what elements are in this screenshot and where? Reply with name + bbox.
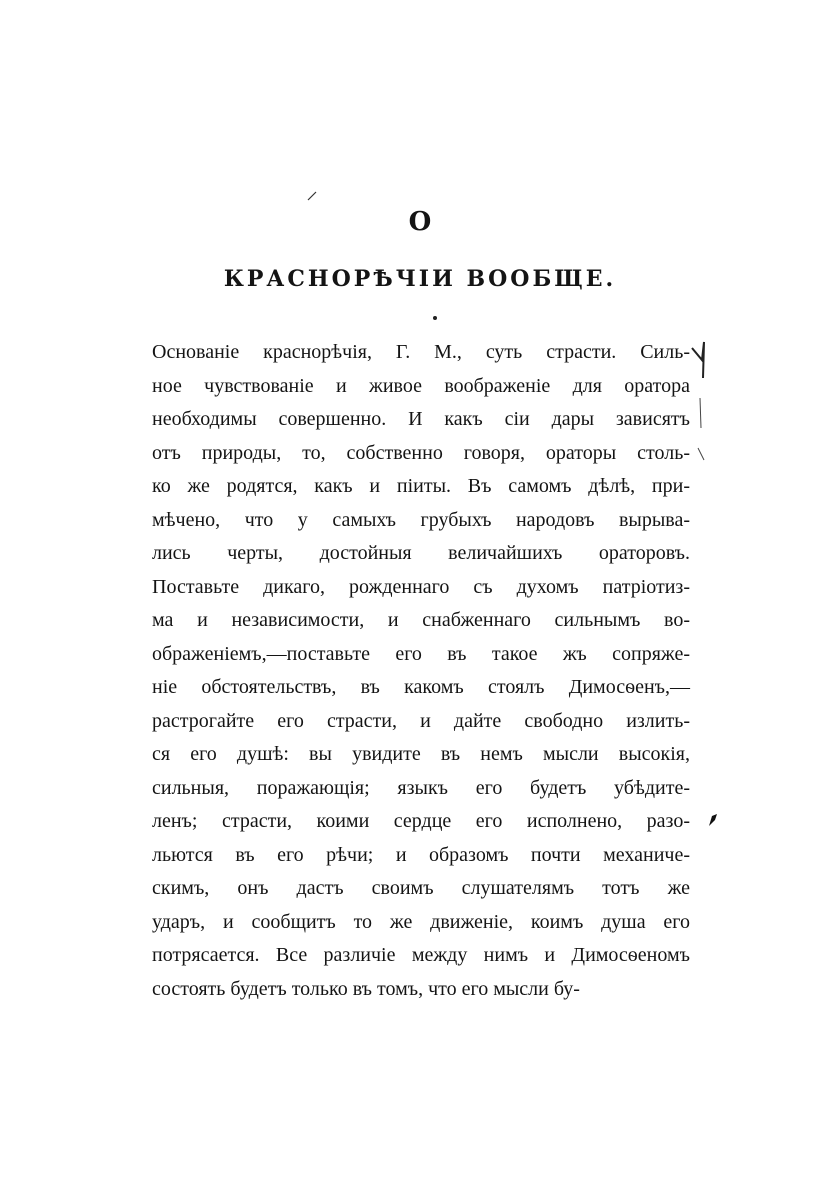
text-line: льются въ его рѣчи; и образомъ почти механиче-: [152, 843, 690, 866]
stray-dot-mark: [432, 315, 438, 321]
text-line: необходимы совершенно. И какъ сіи дары зависятъ: [152, 408, 690, 430]
text-line: ударъ, и сообщитъ то же движеніе, коимъ душа его: [152, 910, 690, 933]
body-text: [152, 336, 690, 1006]
text-line: потрясается. Все различіе между нимъ и Димосѳеномъ: [152, 944, 690, 966]
page-title: КРАСНОРѢЧІИ ВООБЩЕ.: [223, 266, 617, 292]
text-line: ленъ; страсти, коими сердце его исполнено, разо-: [152, 810, 690, 832]
margin-pen-mark: [688, 338, 712, 468]
ink-blot-mark: [706, 812, 720, 828]
heading-preposition: О: [408, 207, 432, 237]
text-line: лись черты, достойныя величайшихъ ораторовъ.: [152, 542, 690, 564]
text-line: ображеніемъ,—поставьте его въ такое жъ сопряже-: [152, 642, 690, 665]
stray-pen-mark: [306, 190, 318, 202]
text-line: состоять будетъ только въ томъ, что его мысли бу-: [152, 977, 580, 1000]
text-line: растрогайте его страсти, и дайте свободно излить-: [152, 709, 690, 732]
text-line: ко же родятся, какъ и піиты. Въ самомъ дѣлѣ, при-: [152, 475, 690, 497]
text-line: ма и независимости, и снабженнаго сильнымъ во-: [152, 609, 690, 631]
text-line: ніе обстоятельствъ, въ какомъ стоялъ Димосѳенъ,—: [152, 676, 690, 698]
text-line: Поставьте дикаго, рожденнаго съ духомъ патріотиз-: [152, 575, 690, 598]
text-line: ся его душѣ: вы увидите въ немъ мысли высокія,: [152, 743, 690, 765]
text-line: отъ природы, то, собственно говоря, ораторы столь-: [152, 441, 690, 464]
text-line: скимъ, онъ дастъ своимъ слушателямъ тотъ же: [152, 877, 690, 899]
text-line: Основаніе краснорѣчія, Г. М., суть страсти. Силь-: [152, 341, 690, 363]
text-line: мѣчено, что у самыхъ грубыхъ народовъ вырыва-: [152, 508, 690, 531]
text-line: сильныя, поражающія; языкъ его будетъ убѣдите-: [152, 776, 690, 799]
text-line: ное чувствованіе и живое воображеніе для оратора: [152, 374, 690, 397]
